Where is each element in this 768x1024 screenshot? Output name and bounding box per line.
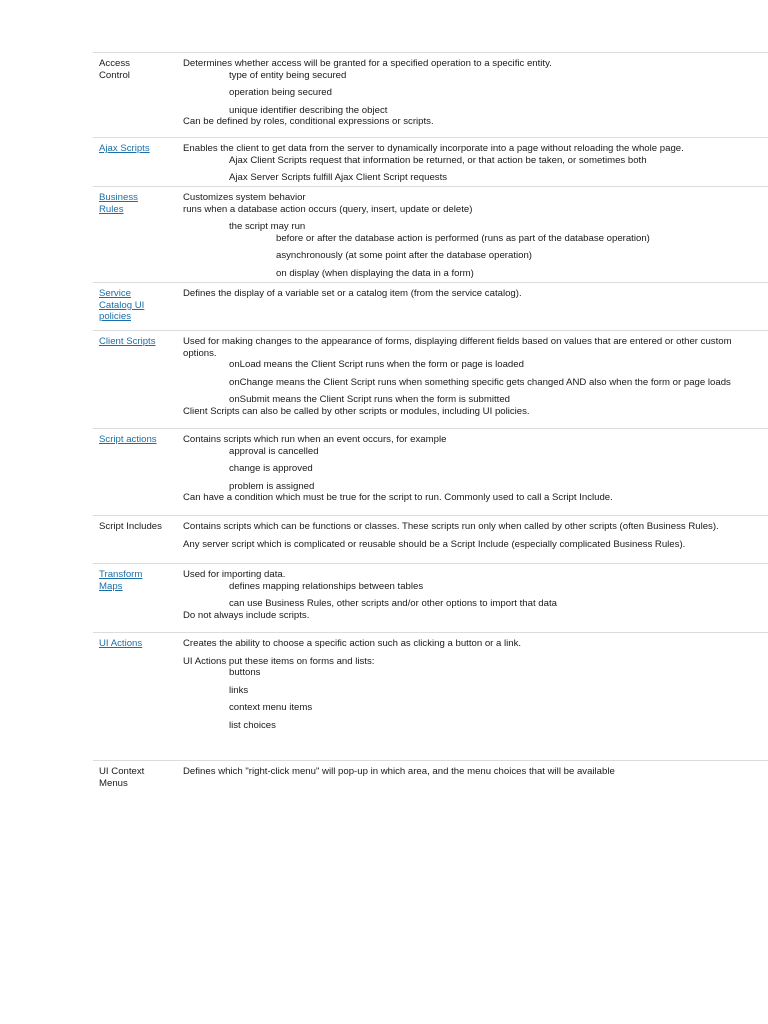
description-line: Enables the client to get data from the server to dynamically incorporate into a page without reloading the whole page. — [183, 143, 684, 154]
term-link[interactable]: Transform Maps — [99, 569, 143, 592]
description-line: Customizes system behavior — [183, 192, 306, 203]
bullet-item: links — [229, 684, 249, 696]
term-cell — [99, 58, 159, 81]
term-cell — [99, 143, 159, 155]
bullet-item: can use Business Rules, other scripts and/or other options to import that data — [229, 598, 557, 609]
term-cell — [99, 521, 169, 533]
description-line: Defines the display of a variable set or a catalog item (from the service catalog). — [183, 288, 522, 299]
description-line: Contains scripts which can be functions or classes. These scripts run only when called by other scripts (often Business Rules). — [183, 521, 719, 532]
description-line: Defines which "right-click menu" will pop-up in which area, and the menu choices that will be available — [183, 766, 615, 777]
table-row — [93, 428, 768, 516]
bullet-item: approval is cancelled — [229, 445, 319, 457]
term-link[interactable]: Script actions — [99, 434, 157, 445]
description-cell — [183, 434, 768, 504]
bullet-item: Ajax Client Scripts request that information be returned, or that action be taken, or sometimes both — [229, 154, 647, 166]
table-row — [93, 563, 768, 633]
table-row — [93, 186, 768, 283]
description-line: Do not always include scripts. — [183, 609, 310, 621]
table-row — [93, 137, 768, 187]
bullet-item: buttons — [229, 667, 261, 678]
term-link[interactable]: Service Catalog UI policies — [99, 288, 145, 322]
description-line: UI Actions put these items on forms and lists: — [183, 655, 375, 667]
description-cell — [183, 521, 768, 550]
description-line: Determines whether access will be granted for a specified operation to a specific entity. — [183, 58, 552, 69]
description-cell — [183, 288, 768, 300]
bullet-item: onChange means the Client Script runs when something specific gets changed AND also when the form or page loads — [229, 376, 731, 388]
term-link[interactable]: Ajax Scripts — [99, 143, 150, 154]
description-cell — [183, 192, 768, 279]
term-cell — [99, 192, 149, 215]
term-cell — [99, 434, 165, 446]
term-cell — [99, 638, 159, 650]
description-cell — [183, 58, 768, 128]
description-line: Can be defined by roles, conditional expressions or scripts. — [183, 116, 434, 127]
bullet-item: operation being secured — [229, 87, 332, 98]
bullet-item: unique identifier describing the object — [229, 104, 388, 116]
bullet-item: before or after the database action is performed (runs as part of the database operation) — [276, 232, 650, 244]
bullet-item: the script may run — [229, 221, 306, 232]
table-row — [93, 515, 768, 564]
description-line: Client Scripts can also be called by other scripts or modules, including UI policies. — [183, 405, 530, 417]
term-cell — [99, 288, 155, 323]
term-cell — [99, 569, 151, 592]
description-line: Contains scripts which run when an event occurs, for example — [183, 434, 447, 445]
bullet-item: Ajax Server Scripts fulfill Ajax Client Script requests — [229, 172, 448, 183]
term-link[interactable]: UI Actions — [99, 638, 143, 649]
bullet-item: change is approved — [229, 463, 313, 474]
description-cell — [183, 766, 768, 778]
description-line: Used for importing data. — [183, 569, 286, 580]
term-label: Script Includes — [99, 521, 162, 532]
bullet-item: asynchronously (at some point after the database operation) — [276, 250, 532, 261]
bullet-item: onSubmit means the Client Script runs when the form is submitted — [229, 394, 511, 405]
table-row — [93, 760, 768, 801]
table-row — [93, 282, 768, 331]
description-line: options. — [183, 347, 217, 359]
bullet-item: context menu items — [229, 702, 313, 713]
term-cell — [99, 766, 153, 789]
description-line: Can have a condition which must be true for the script to run. Commonly used to call a Script Include. — [183, 492, 613, 503]
term-cell — [99, 336, 161, 348]
description-cell — [183, 569, 768, 621]
bullet-item: type of entity being secured — [229, 69, 347, 81]
table-row — [93, 632, 768, 761]
bullet-item: problem is assigned — [229, 480, 315, 492]
term-label: UI Context Menus — [99, 766, 145, 789]
term-link[interactable]: Client Scripts — [99, 336, 156, 347]
bullet-item: list choices — [229, 719, 276, 731]
description-line: Any server script which is complicated or reusable should be a Script Include (especially complicated Business Rules). — [183, 538, 686, 550]
description-line: Creates the ability to choose a specific action such as clicking a button or a link. — [183, 638, 522, 649]
table-row — [93, 52, 768, 138]
bullet-item: onLoad means the Client Script runs when the form or page is loaded — [229, 359, 524, 370]
term-link[interactable]: Business Rules — [99, 192, 138, 215]
description-line: runs when a database action occurs (query, insert, update or delete) — [183, 203, 473, 215]
bullet-item: defines mapping relationships between tables — [229, 580, 424, 592]
description-line: Used for making changes to the appearance of forms, displaying different fields based on values that are entered or other custom — [183, 336, 732, 347]
description-cell — [183, 638, 768, 731]
term-label: Access Control — [99, 58, 130, 81]
description-cell — [183, 336, 768, 417]
table-row — [93, 330, 768, 429]
description-cell — [183, 143, 768, 184]
bullet-item: on display (when displaying the data in a form) — [276, 267, 474, 279]
